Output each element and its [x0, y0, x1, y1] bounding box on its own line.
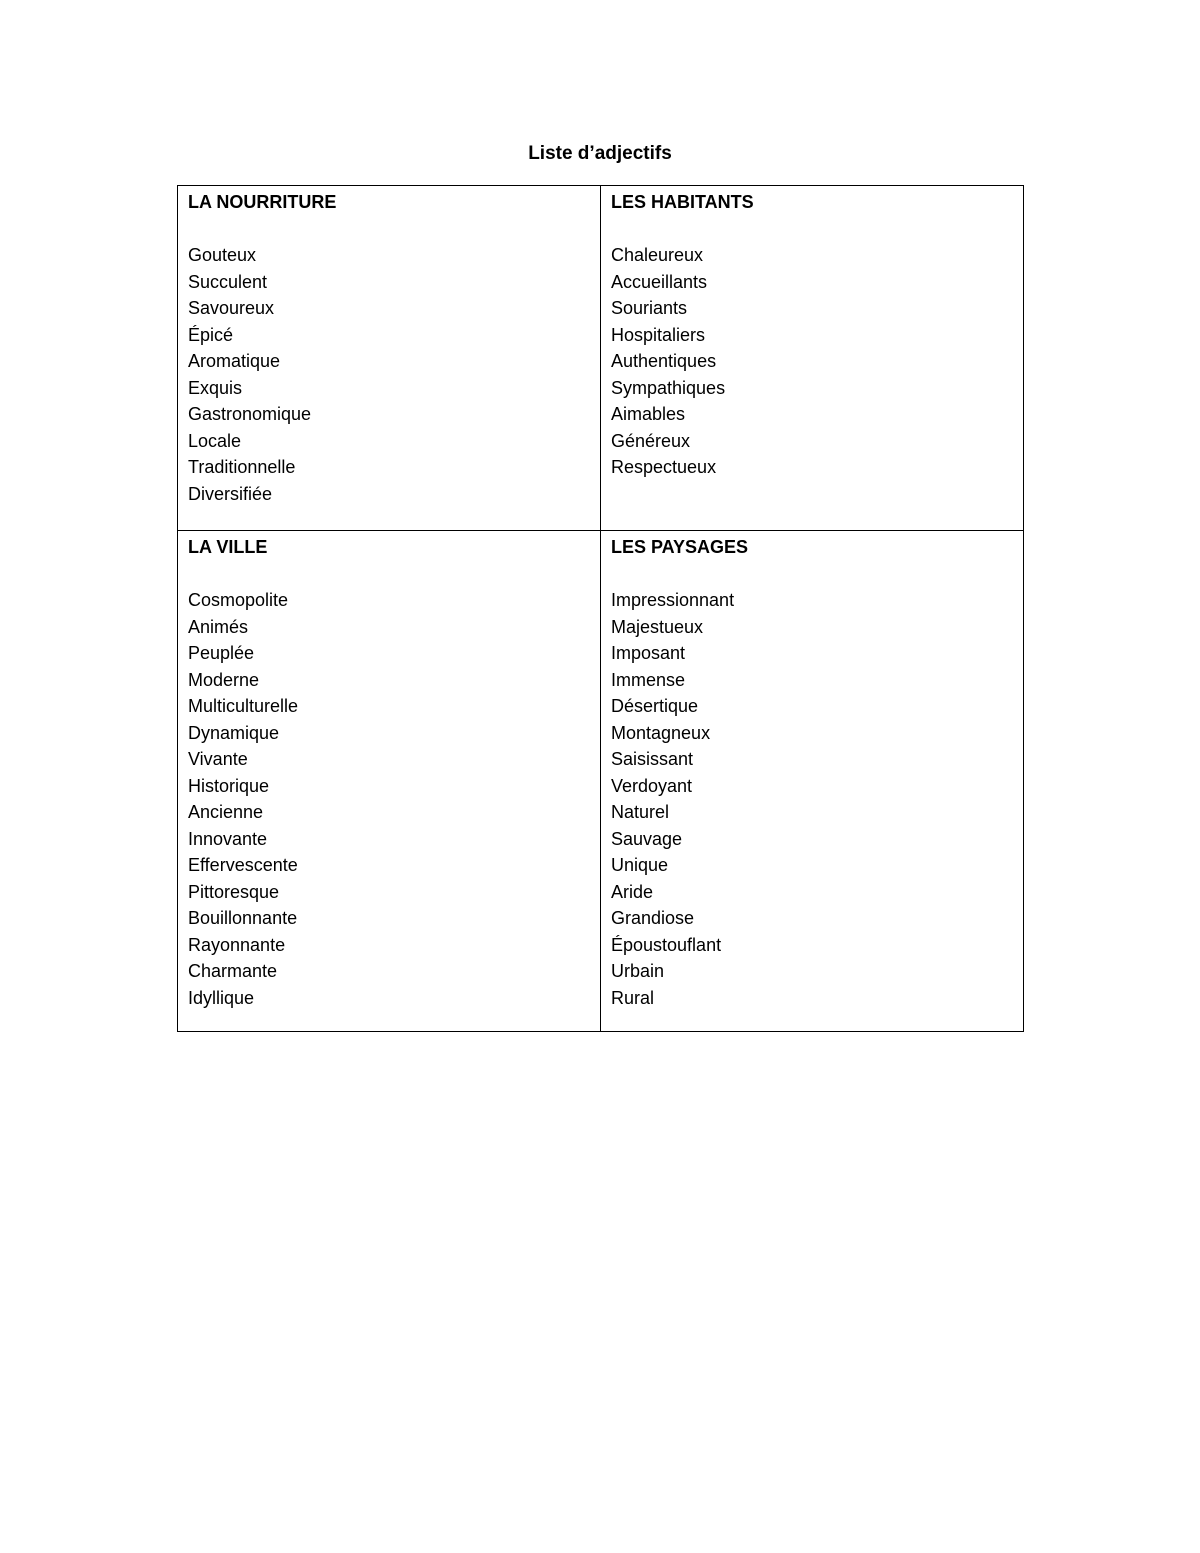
list-item: Époustouflant — [611, 934, 722, 955]
word-list-paysages — [611, 587, 1013, 1011]
list-item: Exquis — [188, 377, 243, 398]
list-item: Historique — [188, 775, 270, 796]
list-item: Animés — [188, 616, 249, 637]
list-item: Effervescente — [188, 855, 298, 875]
list-item: Authentiques — [611, 351, 717, 371]
list-item: Traditionnelle — [188, 457, 296, 477]
list-item: Gastronomique — [188, 404, 312, 424]
list-item: Bouillonnante — [188, 908, 298, 928]
heading-ville: LA VILLE — [188, 537, 268, 557]
list-item: Imposant — [611, 643, 686, 663]
list-item: Charmante — [188, 961, 278, 981]
list-item: Peuplée — [188, 643, 255, 663]
word-list-habitants — [611, 242, 1013, 481]
list-item: Vivante — [188, 749, 248, 769]
heading-paysages: LES PAYSAGES — [611, 537, 749, 557]
list-item: Savoureux — [188, 298, 275, 318]
list-item: Dynamique — [188, 722, 280, 743]
list-item: Généreux — [611, 430, 691, 451]
list-item: Montagneux — [611, 722, 711, 743]
list-item: Idyllique — [188, 987, 255, 1008]
cell-ville — [178, 531, 601, 1032]
list-item: Impressionnant — [611, 590, 735, 610]
word-list-nourriture — [188, 242, 590, 507]
list-item: Gouteux — [188, 245, 257, 265]
list-item: Chaleureux — [611, 245, 704, 265]
list-item: Majestueux — [611, 616, 704, 637]
list-item: Innovante — [188, 828, 268, 849]
list-item: Rayonnante — [188, 934, 286, 955]
list-item: Accueillants — [611, 271, 708, 292]
list-item: Immense — [611, 669, 686, 690]
list-item: Verdoyant — [611, 775, 693, 796]
list-item: Sauvage — [611, 828, 683, 849]
cell-habitants — [601, 186, 1024, 531]
list-item: Hospitaliers — [611, 324, 706, 345]
list-item: Moderne — [188, 669, 260, 690]
heading-habitants: LES HABITANTS — [611, 192, 754, 212]
list-item: Cosmopolite — [188, 590, 289, 610]
cell-paysages — [601, 531, 1024, 1032]
list-item: Respectueux — [611, 457, 717, 477]
list-item: Succulent — [188, 271, 268, 292]
list-item: Aimables — [611, 404, 686, 424]
document-title: Liste d’adjectifs — [528, 143, 672, 164]
list-item: Pittoresque — [188, 881, 280, 902]
list-item: Saisissant — [611, 749, 694, 769]
list-item: Désertique — [611, 696, 699, 716]
table-row — [178, 531, 1024, 1032]
list-item: Souriants — [611, 298, 688, 318]
list-item: Diversifiée — [188, 483, 273, 504]
table-row — [178, 186, 1024, 531]
list-item: Rural — [611, 987, 655, 1008]
list-item: Ancienne — [188, 802, 264, 822]
list-item: Aride — [611, 881, 654, 902]
list-item: Aromatique — [188, 351, 281, 371]
list-item: Naturel — [611, 802, 670, 822]
list-item: Unique — [611, 855, 669, 875]
list-item: Multiculturelle — [188, 696, 299, 716]
list-item: Grandiose — [611, 908, 695, 928]
heading-nourriture: LA NOURRITURE — [188, 192, 337, 212]
word-list-ville — [188, 587, 590, 1011]
list-item: Épicé — [188, 324, 234, 345]
list-item: Sympathiques — [611, 377, 726, 398]
cell-nourriture — [178, 186, 601, 531]
list-item: Urbain — [611, 961, 665, 981]
list-item: Locale — [188, 430, 242, 451]
adjectives-table — [177, 185, 1024, 1032]
